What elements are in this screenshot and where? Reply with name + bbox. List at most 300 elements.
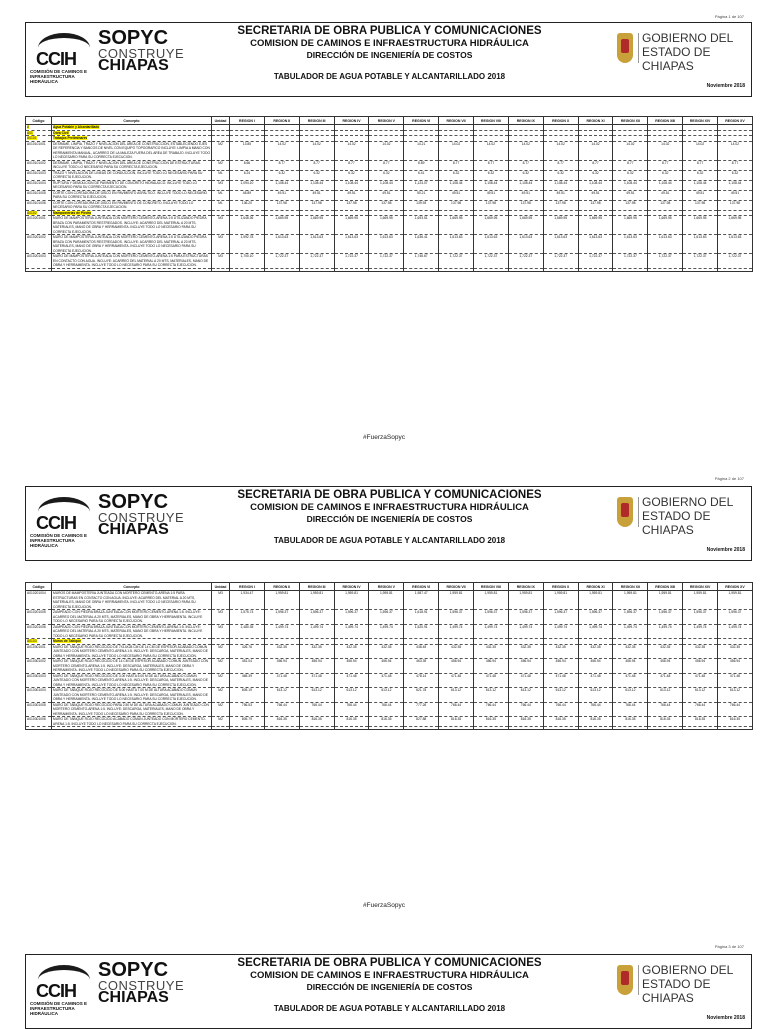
cell-code: A010201005: [26, 610, 52, 625]
cell-price: 8.77: [508, 160, 543, 170]
cell-price: 1,613.63: [578, 235, 613, 254]
cell-price: 1,596.37: [334, 610, 369, 625]
cell-code: A010101006: [26, 200, 52, 210]
cell-price: 463.39: [404, 659, 439, 674]
cell-price: 1,722.37: [299, 254, 334, 269]
cell-price: 613.12: [718, 688, 753, 703]
cell-price: 137.98: [683, 200, 718, 210]
table-row: [26, 673, 753, 688]
cell-price: 48.89: [230, 190, 265, 200]
cell-concept: MURO DE TABIQUE ROJO RECOCIDO DE 5.00 HASTA 7.00 M DE ALTURA ACABADO COMUN JUNTEADO CON MORTERO CEMENTO-ARENA 1:5. INCLUYE: DESCARGA, MATERIALES, MANO DE OBRA Y HERRAMIENTA. INCLUYE TODO LO NECESARIO PARA SU CORRECTA EJECUCION.: [52, 688, 212, 703]
cell-price: 1,613.63: [264, 235, 299, 254]
cell-code: A0101: [26, 136, 52, 142]
cell-price: 1,108.44: [369, 180, 404, 190]
cell-price: 471.48: [718, 673, 753, 688]
cell-price: 6.32: [648, 170, 683, 180]
cell-price: 766.44: [578, 702, 613, 717]
cell-price: 456.94: [299, 659, 334, 674]
column-header: REGION IV: [334, 583, 369, 591]
cell-code: A010201003: [26, 254, 52, 269]
cell-price: 1,618.91: [404, 610, 439, 625]
cell-price: 766.44: [264, 702, 299, 717]
cell-price: 1,613.63: [439, 235, 474, 254]
cell-price: 14.02: [474, 141, 509, 160]
gobierno-chiapas-logo: [617, 961, 747, 1007]
column-header: Unidad: [212, 583, 230, 591]
cell-price: 1,613.63: [508, 235, 543, 254]
cell-price: 816.35: [334, 717, 369, 727]
cell-price: 471.48: [613, 673, 648, 688]
header-title: SECRETARIA DE OBRA PUBLICA Y COMUNICACIONES: [237, 957, 542, 969]
column-header: REGION I: [230, 583, 265, 591]
cell-code: A010101005: [26, 190, 52, 200]
cell-price: 816.35: [299, 717, 334, 727]
cell-price: 1,596.37: [578, 610, 613, 625]
cell-price: 49.51: [578, 190, 613, 200]
cell-concept: Mamposterías de Piedra: [52, 210, 212, 216]
cell-price: 766.44: [613, 702, 648, 717]
cell-price: 137.98: [613, 200, 648, 210]
cell-price: 471.48: [508, 673, 543, 688]
cell-price: 137.98: [578, 200, 613, 210]
footer-hashtag: #FuerzaSopyc: [363, 434, 405, 441]
cell-price: 1,669.95: [508, 216, 543, 235]
cell-price: 1,108.44: [613, 180, 648, 190]
cell-price: 1,613.63: [334, 235, 369, 254]
cell-unit: M2: [212, 644, 230, 659]
cell-price: 1,108.44: [264, 180, 299, 190]
cell-code: A010201001: [26, 216, 52, 235]
cell-price: 456.94: [718, 659, 753, 674]
cell-unit: M3: [212, 254, 230, 269]
cell-price: 816.35: [648, 717, 683, 727]
logo-ccih-subtext: COMISIÓN DE CAMINOS E INFRAESTRUCTURA HIDRÁULICA: [30, 1001, 88, 1016]
footer-hashtag: #FuerzaSopyc: [363, 902, 405, 909]
cell-price: 8.77: [613, 160, 648, 170]
cell-price: 14.02: [334, 141, 369, 160]
table-row: [26, 141, 753, 160]
logo-ccih-subtext: COMISIÓN DE CAMINOS E INFRAESTRUCTURA HIDRÁULICA: [30, 69, 88, 84]
cell-price: 1,124.07: [404, 180, 439, 190]
cell-price: 432.35: [439, 644, 474, 659]
cell-price: 1,499.74: [718, 624, 753, 639]
cell-concept: MURO DE TABIQUE ROJO RECOCIDO DE 3.00 HASTA 5.00 M DE ALTURA ACABADO COMUN JUNTEADO CON MORTERO CEMENTO-ARENA 1:5. INCLUYE: DESCARGA, MATERIALES, MANO DE OBRA Y HERRAMIENTA. INCLUYE TODO LO NECESARIO PARA SU CORRECTA EJECUCION.: [52, 673, 212, 688]
cell-price: 8.77: [439, 160, 474, 170]
cell-price: 426.76: [230, 644, 265, 659]
cell-unit: M2: [212, 141, 230, 160]
page-number: Página 1 de 107: [714, 14, 744, 19]
header-subtitle: COMISION DE CAMINOS E INFRAESTRUCTURA HIDRÁULICA: [250, 970, 529, 981]
cell-code: A010301005: [26, 702, 52, 717]
cell-price: 1,669.95: [543, 216, 578, 235]
cell-price: 451.04: [230, 659, 265, 674]
cell-price: 1,499.74: [578, 624, 613, 639]
cell-price: 456.94: [543, 659, 578, 674]
logo-construye-text: CONSTRUYE: [98, 46, 185, 61]
cell-price: 1,669.95: [718, 216, 753, 235]
cell-price: 1,648.36: [230, 216, 265, 235]
cell-price: 49.51: [683, 190, 718, 200]
cell-price: 471.48: [578, 673, 613, 688]
header-subtitle: COMISION DE CAMINOS E INFRAESTRUCTURA HIDRÁULICA: [250, 502, 529, 513]
logo-chiapas-text: CHIAPAS: [98, 57, 169, 74]
cell-price: 1,959.81: [683, 591, 718, 610]
cell-price: 1,669.95: [648, 216, 683, 235]
cell-price: 8.77: [578, 160, 613, 170]
cell-price: 1,596.37: [613, 610, 648, 625]
table-row: [26, 644, 753, 659]
cell-concept: CORTE CON CORTADORA DE DISCO EN PAVIMENTO ASFALTICO. INCLUYE TODO LO NECESARIO PARA SU CORRECTA EJECUCION.: [52, 190, 212, 200]
cell-price: 1,959.81: [334, 591, 369, 610]
cell-price: 1,669.95: [613, 216, 648, 235]
document-header: [25, 486, 752, 561]
cell-concept: Obra Civil: [52, 130, 212, 136]
cell-concept: MUROS DE MAMPOSTERIA JUNTEADA CON MORTERO CEMENTO-ARENA 1:5 PARA ESTRUCTURAS EN CONTACTO CON AGUA. INCLUYE: ACARREO DEL MATERIAL A 20 MTS, MATERIALES, MANO DE OBRA Y HERRAMIENTA. INCLUYE TODO LO NECESARIO PARA SU CORRECTA EJECUCION.: [52, 591, 212, 610]
cell-price: 1,959.81: [613, 591, 648, 610]
cell-price: 14.02: [439, 141, 474, 160]
tabulador-table: [25, 116, 753, 272]
cell-unit: ML: [212, 170, 230, 180]
cell-price: 6.32: [683, 170, 718, 180]
cell-price: 136.20: [230, 200, 265, 210]
cell-price: 1,722.37: [369, 254, 404, 269]
cell-code: A: [26, 125, 52, 131]
column-header: REGION X: [543, 583, 578, 591]
cell-price: 14.21: [404, 141, 439, 160]
cell-unit: ML: [212, 200, 230, 210]
cell-price: 1,480.35: [230, 624, 265, 639]
cell-price: 1,959.81: [369, 591, 404, 610]
cell-price: 8.89: [404, 160, 439, 170]
cell-price: 1,596.37: [439, 610, 474, 625]
cell-price: 1,613.63: [718, 235, 753, 254]
cell-price: 1,636.41: [404, 235, 439, 254]
cell-price: 1,520.91: [404, 624, 439, 639]
cell-concept: MURO DE TABIQUE ROJO RECOCIDO ACABADO COMUN JUNTEADO CON MORTERO CEMENTO-ARENA 1:5. INCLUYE TODO LO NECESARIO PARA SU CORRECTA EJECUCION.: [52, 717, 212, 727]
cell-price: 139.93: [404, 200, 439, 210]
cell-price: 816.35: [578, 717, 613, 727]
cell-price: 137.98: [474, 200, 509, 210]
table-row: [26, 190, 753, 200]
header-title: SECRETARIA DE OBRA PUBLICA Y COMUNICACIONES: [237, 25, 542, 37]
table-row: [26, 624, 753, 639]
cell-price: 1,499.74: [648, 624, 683, 639]
cell-price: 14.02: [543, 141, 578, 160]
document-page-1: [0, 0, 768, 460]
cell-price: 1,959.81: [474, 591, 509, 610]
cell-code: A010301004: [26, 688, 52, 703]
cell-price: 1,596.37: [508, 610, 543, 625]
column-header: REGION XIV: [683, 117, 718, 125]
column-header: REGION IX: [508, 117, 543, 125]
cell-price: 49.51: [718, 190, 753, 200]
cell-price: 613.12: [474, 688, 509, 703]
page-number: Página 2 de 107: [714, 476, 744, 481]
cell-price: 816.35: [369, 717, 404, 727]
cell-price: 49.51: [474, 190, 509, 200]
table-row: [26, 702, 753, 717]
logo-ccih-text: CCIH: [36, 49, 76, 69]
table-row: [26, 160, 753, 170]
header-department: DIRECCIÓN DE INGENIERÍA DE COSTOS: [306, 982, 473, 992]
table-row: [26, 200, 753, 210]
cell-price: 1,108.44: [474, 180, 509, 190]
cell-price: 816.35: [613, 717, 648, 727]
table-row: [26, 216, 753, 235]
cell-price: 1,499.74: [543, 624, 578, 639]
cell-price: 50.21: [404, 190, 439, 200]
table-row: [26, 170, 753, 180]
cell-price: 49.51: [613, 190, 648, 200]
cell-price: 1,722.37: [718, 254, 753, 269]
cell-price: 1,722.37: [474, 254, 509, 269]
cell-price: 14.02: [683, 141, 718, 160]
cell-price: 456.94: [334, 659, 369, 674]
cell-price: 816.35: [683, 717, 718, 727]
cell-price: 14.02: [648, 141, 683, 160]
cell-price: 1,722.37: [439, 254, 474, 269]
logo-sopyc-text: SOPYC: [98, 959, 169, 981]
column-header: Concepto: [52, 117, 212, 125]
cell-price: 1,722.37: [508, 254, 543, 269]
cell-unit: M3: [212, 235, 230, 254]
cell-price: 1,575.74: [230, 610, 265, 625]
gob-line2: ESTADO DE CHIAPAS: [642, 977, 711, 1005]
header-title: SECRETARIA DE OBRA PUBLICA Y COMUNICACIONES: [237, 489, 542, 501]
cell-price: 1,499.74: [334, 624, 369, 639]
cell-price: 471.48: [648, 673, 683, 688]
table-row: [26, 235, 753, 254]
cell-price: 1,722.37: [264, 254, 299, 269]
cell-price: 14.02: [578, 141, 613, 160]
cell-price: 14.02: [613, 141, 648, 160]
cell-price: 8.77: [718, 160, 753, 170]
cell-unit: ML: [212, 190, 230, 200]
cell-price: 777.26: [404, 702, 439, 717]
gob-line1: GOBIERNO DEL: [642, 31, 734, 45]
cell-price: 456.94: [439, 659, 474, 674]
cell-price: 1,613.63: [648, 235, 683, 254]
cell-code: A010301003: [26, 673, 52, 688]
cell-price: 6.32: [334, 170, 369, 180]
cell-price: 756.53: [230, 702, 265, 717]
cell-price: 1,669.95: [578, 216, 613, 235]
column-header: REGION VI: [404, 583, 439, 591]
cell-price: 816.35: [718, 717, 753, 727]
cell-price: 471.48: [683, 673, 718, 688]
cell-price: 1,959.81: [299, 591, 334, 610]
logo-ccih-text: CCIH: [36, 981, 76, 1001]
column-header: REGION III: [299, 117, 334, 125]
cell-concept: Muros de Tabique: [52, 639, 212, 645]
gob-line2: ESTADO DE CHIAPAS: [642, 509, 711, 537]
cell-price: 613.12: [683, 688, 718, 703]
cell-price: 1,592.78: [230, 235, 265, 254]
cell-price: 613.12: [578, 688, 613, 703]
cell-unit: M2: [212, 717, 230, 727]
cell-price: 1,613.63: [474, 235, 509, 254]
cell-unit: M2: [212, 659, 230, 674]
cell-price: 1,596.37: [683, 610, 718, 625]
cell-price: 478.14: [404, 673, 439, 688]
cell-code: A010101003: [26, 170, 52, 180]
cell-price: 1,722.37: [543, 254, 578, 269]
cell-price: 456.94: [474, 659, 509, 674]
column-header: REGION V: [369, 583, 404, 591]
cell-price: 1,669.95: [334, 216, 369, 235]
cell-price: 613.12: [543, 688, 578, 703]
header-document-title: TABULADOR DE AGUA POTABLE Y ALCANTARILLADO 2018: [273, 536, 506, 545]
cell-price: 8.77: [334, 160, 369, 170]
table-row: [26, 717, 753, 727]
logo-construye-text: CONSTRUYE: [98, 510, 185, 525]
cell-price: 1,959.81: [648, 591, 683, 610]
table-row: [26, 591, 753, 610]
cell-price: 432.35: [369, 644, 404, 659]
cell-price: 1,596.37: [264, 610, 299, 625]
header-date: Noviembre 2018: [706, 547, 745, 553]
cell-price: 432.35: [683, 644, 718, 659]
cell-price: 1,987.47: [404, 591, 439, 610]
cell-price: 613.12: [299, 688, 334, 703]
cell-price: 766.44: [369, 702, 404, 717]
cell-price: 13.85: [230, 141, 265, 160]
cell-price: 766.44: [299, 702, 334, 717]
cell-price: 432.35: [474, 644, 509, 659]
column-header: REGION XV: [718, 583, 753, 591]
cell-price: 465.39: [230, 673, 265, 688]
cell-price: 471.48: [299, 673, 334, 688]
cell-price: 1,499.74: [299, 624, 334, 639]
cell-concept: RUPTURA Y DEMOLICION DE PAVIMENTO DE CONCRETO HIDRAULICO. INCLUYE TODO LO NECESARIO PARA SU CORRECTA EJECUCION.: [52, 180, 212, 190]
cell-code: A010101004: [26, 180, 52, 190]
cell-concept: ZAMPEADO CON PIEDRA BRAZA JUNTEADA CON MORTERO CEMENTO-ARENA 1:5. INCLUYE: ACARREO DEL MATERIAL A 20 MTS, MATERIALES, MANO DE OBRA Y HERRAMIENTA. INCLUYE TODO LO NECESARIO PARA SU CORRECTA EJECUCION.: [52, 624, 212, 639]
cell-price: 1,108.44: [299, 180, 334, 190]
cell-price: 1,669.95: [299, 216, 334, 235]
cell-code: A010301002: [26, 659, 52, 674]
cell-code: A010201004: [26, 591, 52, 610]
cell-price: 1,959.81: [578, 591, 613, 610]
cell-price: 471.48: [334, 673, 369, 688]
column-header: REGION II: [264, 117, 299, 125]
cell-price: 1,613.63: [299, 235, 334, 254]
cell-code: A010101002: [26, 160, 52, 170]
cell-price: 766.44: [508, 702, 543, 717]
header-subtitle: COMISION DE CAMINOS E INFRAESTRUCTURA HIDRÁULICA: [250, 38, 529, 49]
cell-price: 1,669.95: [264, 216, 299, 235]
cell-price: 1,959.81: [718, 591, 753, 610]
cell-price: 1,722.37: [683, 254, 718, 269]
cell-price: 1,722.37: [613, 254, 648, 269]
cell-price: 816.35: [264, 717, 299, 727]
cell-concept: MURO DE MAMPOSTERIA JUNTEADA CON MORTERO CEMENTO-ARENA 1:5 UTILIZANDO PIEDRA BRAZA CON PARAMENTOS RESTREGADOS. INCLUYE: ACARREO DEL MATERIAL A 20 MTS, MATERIALES, MANO DE OBRA Y HERRAMIENTA. INCLUYE TODO LO NECESARIO PARA SU CORRECTA EJECUCION.: [52, 216, 212, 235]
coat-of-arms-icon: [617, 33, 633, 63]
cell-unit: M3: [212, 180, 230, 190]
cell-price: 6.32: [439, 170, 474, 180]
cell-price: 471.48: [369, 673, 404, 688]
table-row: [26, 688, 753, 703]
cell-price: 6.32: [474, 170, 509, 180]
cell-unit: M2: [212, 673, 230, 688]
cell-price: 456.94: [264, 659, 299, 674]
cell-price: 471.48: [439, 673, 474, 688]
cell-price: 766.44: [334, 702, 369, 717]
cell-price: 1,596.37: [543, 610, 578, 625]
cell-price: 1,613.63: [683, 235, 718, 254]
column-header: REGION XII: [613, 117, 648, 125]
cell-concept: ZAMPEADO CON PIEDRA BRAZA JUNTEADA CON MORTERO CEMENTO-ARENA 1:5. INCLUYE: ACARREO DEL MATERIAL A 20 MTS, MATERIALES, MANO DE OBRA Y HERRAMIENTA. INCLUYE TODO LO NECESARIO PARA SU CORRECTA EJECUCION.: [52, 610, 212, 625]
column-header: REGION X: [543, 117, 578, 125]
column-header: REGION VI: [404, 117, 439, 125]
cell-price: 6.32: [543, 170, 578, 180]
header-department: DIRECCIÓN DE INGENIERÍA DE COSTOS: [306, 50, 473, 60]
cell-price: 137.98: [718, 200, 753, 210]
cell-price: 6.32: [299, 170, 334, 180]
cell-price: 1,596.37: [474, 610, 509, 625]
cell-price: 456.94: [508, 659, 543, 674]
cell-price: 1,669.95: [369, 216, 404, 235]
column-header: REGION I: [230, 117, 265, 125]
cell-price: 456.94: [613, 659, 648, 674]
cell-price: 137.98: [334, 200, 369, 210]
header-date: Noviembre 2018: [706, 83, 745, 89]
logo-chiapas-text: CHIAPAS: [98, 521, 169, 538]
cell-unit: M3: [212, 591, 230, 610]
cell-price: 8.77: [264, 160, 299, 170]
cell-price: 1,669.95: [683, 216, 718, 235]
gobierno-chiapas-logo: [617, 493, 747, 539]
cell-price: 456.94: [578, 659, 613, 674]
cell-concept: MURO DE TABIQUE ROJO RECOCIDO DE 14 CM DE ESPESOR ACABADO COMUN JUNTEADO CON MORTERO CEMENTO-ARENA 1:5. INCLUYE: DESCARGA, MATERIALES, MANO DE OBRA Y HERRAMIENTA. INCLUYE TODO LO NECESARIO PARA SU CORRECTA EJECUCION.: [52, 659, 212, 674]
cell-price: 137.98: [299, 200, 334, 210]
cell-price: 8.77: [299, 160, 334, 170]
cell-price: 621.78: [404, 688, 439, 703]
document-page-2: [0, 470, 768, 930]
cell-price: 432.35: [648, 644, 683, 659]
column-header: REGION XIII: [648, 117, 683, 125]
cell-price: 456.94: [369, 659, 404, 674]
cell-price: 1,499.74: [508, 624, 543, 639]
cell-price: 1,108.44: [508, 180, 543, 190]
cell-price: 49.51: [543, 190, 578, 200]
cell-price: 49.51: [439, 190, 474, 200]
cell-concept: Agua Potable y Alcantarillado: [52, 125, 212, 131]
cell-price: 766.44: [648, 702, 683, 717]
cell-price: 137.98: [543, 200, 578, 210]
cell-price: 8.77: [543, 160, 578, 170]
header-document-title: TABULADOR DE AGUA POTABLE Y ALCANTARILLADO 2018: [273, 72, 506, 81]
cell-concept: Trabajos Preliminares: [52, 136, 212, 142]
table-row: [26, 254, 753, 269]
cell-price: 432.35: [508, 644, 543, 659]
cell-price: 438.45: [404, 644, 439, 659]
column-header: Código: [26, 117, 52, 125]
cell-price: 432.35: [543, 644, 578, 659]
cell-price: 1,700.10: [230, 254, 265, 269]
header-department: DIRECCIÓN DE INGENIERÍA DE COSTOS: [306, 514, 473, 524]
cell-price: 1,669.95: [474, 216, 509, 235]
column-header: REGION VIII: [474, 583, 509, 591]
column-header: Concepto: [52, 583, 212, 591]
cell-price: 471.48: [543, 673, 578, 688]
column-header: REGION IV: [334, 117, 369, 125]
column-header: REGION VII: [439, 117, 474, 125]
cell-price: 1,108.44: [543, 180, 578, 190]
cell-price: 49.51: [369, 190, 404, 200]
cell-price: 1,613.63: [543, 235, 578, 254]
cell-concept: MURO DE TABIQUE ROJO RECOCIDO DE 7X14X28 CM DE 14 CM DE ESPESOR ACABADO COMUN JUNTEADO CON MORTERO CEMENTO-ARENA 1:5. INCLUYE: DESCARGA, MATERIALES, MANO DE OBRA Y HERRAMIENTA. INCLUYE TODO LO NECESARIO PARA SU CORRECTA EJECUCION.: [52, 644, 212, 659]
column-header: REGION VII: [439, 583, 474, 591]
